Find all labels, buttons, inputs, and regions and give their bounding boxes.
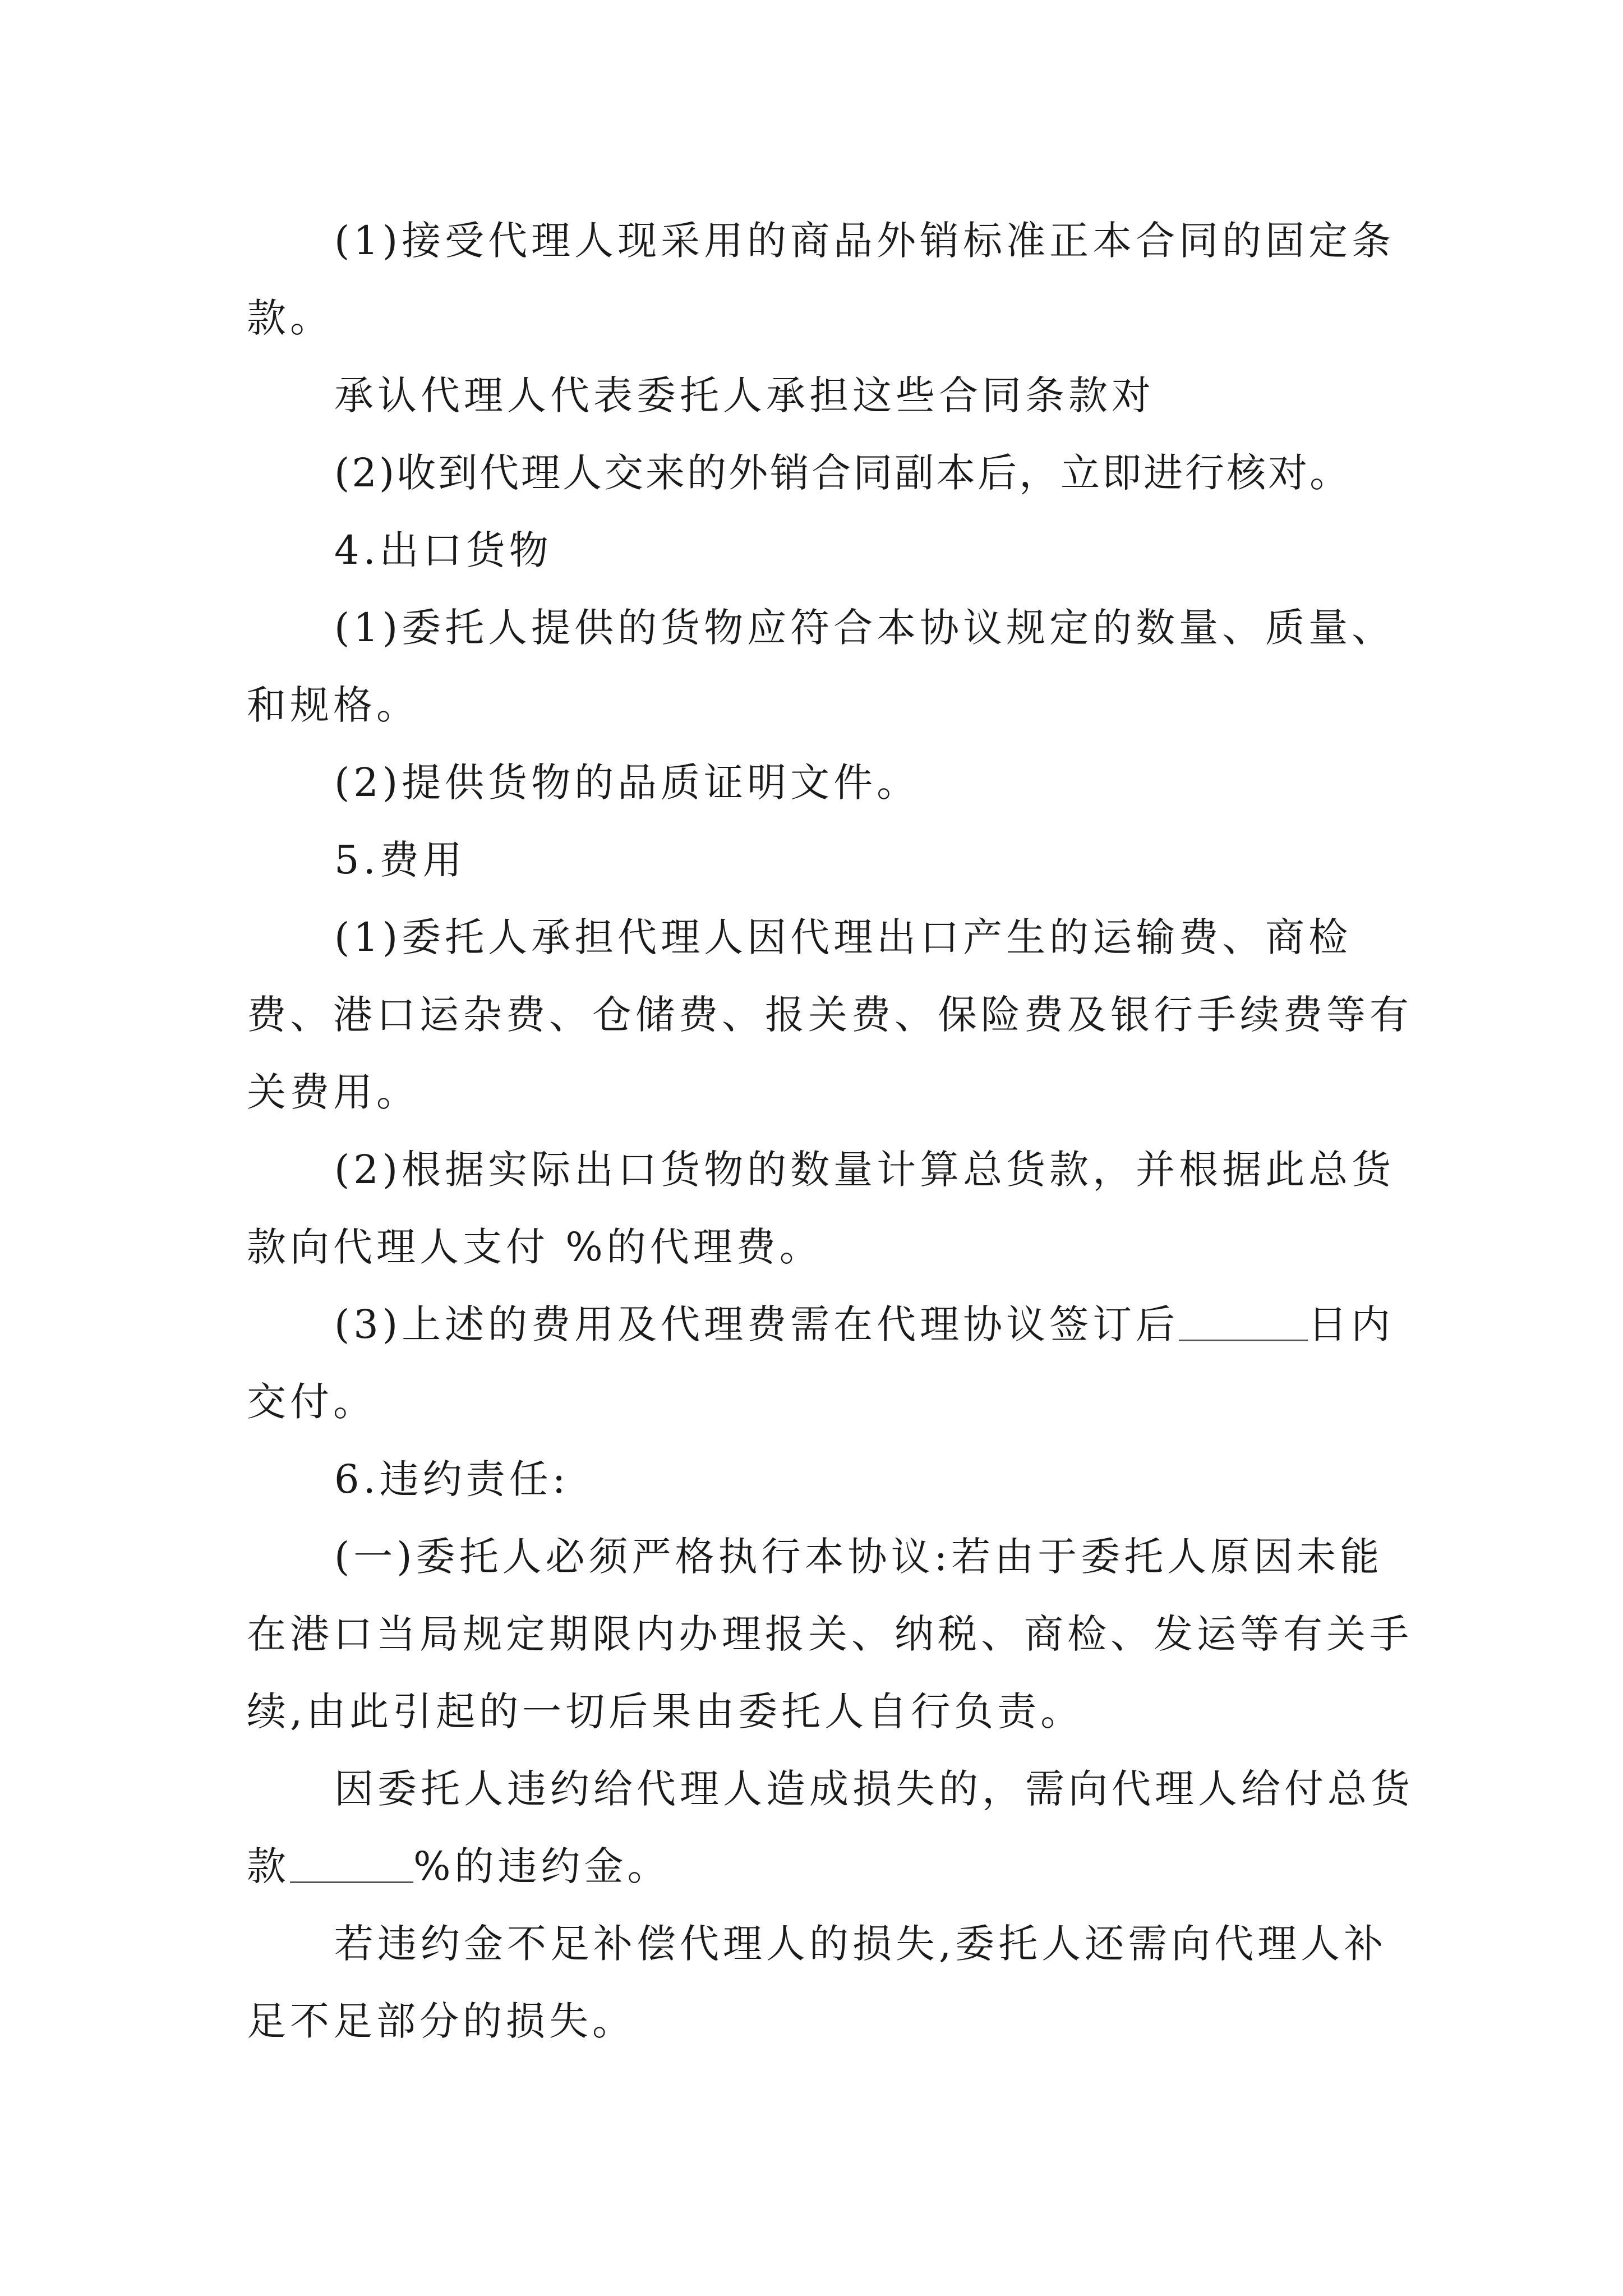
- percent-blank-line: [290, 1842, 413, 1883]
- paragraph-payment-deadline: [247, 1286, 1419, 1441]
- section-heading-fees: 5.费用: [334, 837, 466, 883]
- penalty-text-before: 因委托人违约给代理人造成损失的，需向代理人给付总货款: [247, 1766, 1414, 1889]
- paragraph-quality-certificate: (2)提供货物的品质证明文件。: [334, 760, 920, 806]
- section-heading-export-goods: 4.出口货物: [334, 527, 552, 573]
- paragraph-accept-terms: (1)接受代理人现采用的商品外销标准正本合同的固定条款。: [247, 218, 1395, 341]
- paragraph-compensation: 若违约金不足补偿代理人的损失,委托人还需向代理人补足不足部分的损失。: [247, 1921, 1387, 2044]
- document-body: [247, 202, 1419, 2060]
- paragraph-acknowledge-agent: 承认代理人代表委托人承担这些合同条款对: [334, 372, 1155, 418]
- penalty-text-after: %的违约金。: [413, 1843, 671, 1889]
- payment-deadline-text-before: (3)上述的费用及代理费需在代理协议签订后: [334, 1301, 1179, 1347]
- payment-deadline-text-after: 日内交付。: [247, 1301, 1395, 1425]
- section-heading-liability: 6.违约责任:: [334, 1456, 570, 1502]
- days-blank-line: [1179, 1300, 1308, 1341]
- paragraph-fees-borne: (1)委托人承担代理人因代理出口产生的运输费、商检费、港口运杂费、仓储费、报关费、保险费及银行手续费等有关费用。: [247, 914, 1413, 1115]
- paragraph-strict-execution: (一)委托人必须严格执行本协议:若由于委托人原因未能在港口当局规定期限内办理报关、纳税、商检、发运等有关手续,由此引起的一切后果由委托人自行负责。: [247, 1534, 1413, 1734]
- paragraph-verify-copy: (2)收到代理人交来的外销合同副本后，立即进行核对。: [334, 450, 1352, 496]
- paragraph-penalty: [247, 1750, 1419, 1905]
- paragraph-agency-fee: (2)根据实际出口货物的数量计算总货款，并根据此总货款向代理人支付 %的代理费。: [247, 1147, 1395, 1270]
- paragraph-goods-spec: (1)委托人提供的货物应符合本协议规定的数量、质量、和规格。: [247, 605, 1395, 728]
